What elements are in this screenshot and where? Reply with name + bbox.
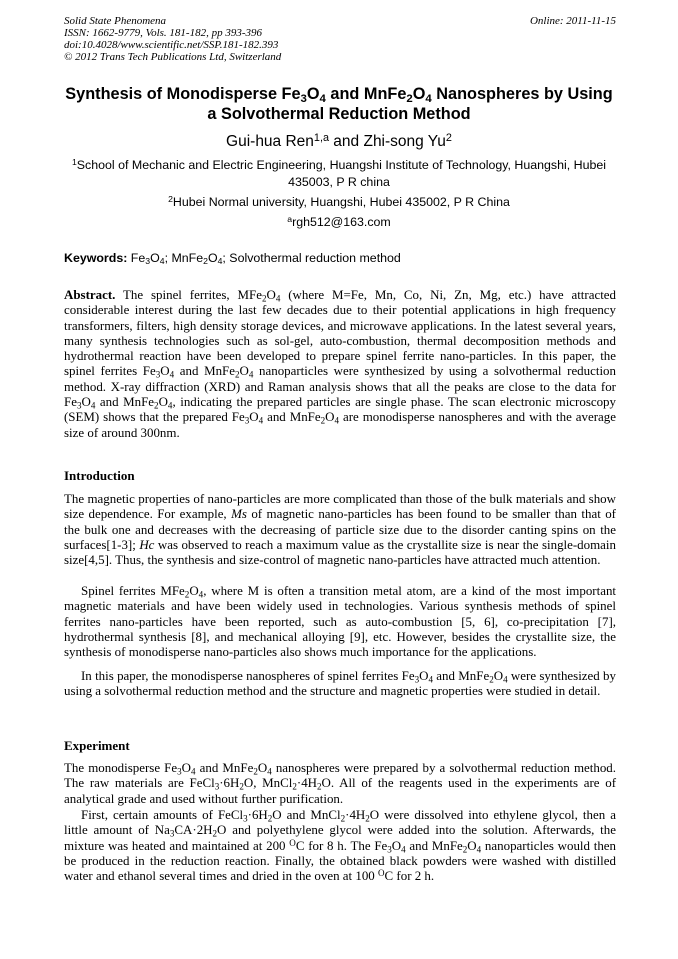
affiliation-2: $^2$Hubei Normal university, Huangshi, Hubei 435002, P R China <box>168 194 510 209</box>
journal-header <box>64 15 616 63</box>
experiment-paragraph-1: The monodisperse $Fe_3O_4$ and $MnFe_2O_4$ nanospheres were prepared by a solvothermal reduction method. The raw materials are $FeCl_3\cdot 6H_2O$, $MnCl_2\cdot 4H_2O$. All of the reagents used in the experiments are of analytical grade and used without further purification. <box>64 760 616 806</box>
experiment-heading: Experiment <box>64 738 130 753</box>
abstract: Abstract. The spinel ferrites, $MFe_2O_4$ (where M=Fe, Mn, Co, Ni, Zn, Mg, etc.) have attracted considerable interest during the last few decades due to their potential applications in high frequency transformers, filters, high density storage devices, and microwave applications. In the latest several years, many synthesis technologies such as sol-gel, auto-combustion, thermal decomposition methods and hydrothermal reaction have been developed to prepare spinel ferrite nano-particles. In this paper, the spinel ferrites $Fe_3O_4$ and $MnFe_2O_4$ nanoparticles were synthesized by using a solvothermal reduction method. X-ray diffraction (XRD) and Raman analysis shows that all the peaks are close to the data for $Fe_3O_4$ and $MnFe_2O_4$, indicating the prepared particles are single phase. The scan electronic microscopy (SEM) shows that the prepared $Fe_3O_4$ and $MnFe_2O_4$ are monodisperse nanospheres and with the average size of around 300nm. <box>64 287 617 440</box>
journal-name: Solid State Phenomena <box>64 15 167 27</box>
affiliation-1: $^1$School of Mechanic and Electric Engineering, Huangshi Institute of Technology, Huangshi, Hubei 435003, P R china <box>71 157 607 189</box>
copyright-line: © 2012 Trans Tech Publications Ltd, Switzerland <box>64 51 282 63</box>
keywords: Keywords: $Fe_3O_4$; $MnFe_2O_4$; Solvothermal reduction method <box>64 251 401 267</box>
abstract-label: Abstract. <box>64 287 116 302</box>
introduction-paragraph-1: The magnetic properties of nano-particles are more complicated than those of the bulk materials and show size dependence. For example, Ms of magnetic nano-particles has been found to be smaller than that of the bulk one and decreases with the decreasing of particle size due to the disorder canting spins on the surfaces[1-3]; Hc was observed to reach a maximum value as the crystallite size is near the single-domain size[4,5]. Thus, the synthesis and size-control of magnetic nano-particles have attracted much attention. <box>64 491 616 568</box>
introduction-paragraph-3: In this paper, the monodisperse nanospheres of spinel ferrites $Fe_3O_4$ and $MnFe_2O_4$ were synthesized by using a solvothermal reduction method and the structure and magnetic properties were studied in detail. <box>64 668 616 699</box>
experiment-paragraph-2: First, certain amounts of $FeCl_3\cdot 6H_2O$ and $MnCl_2\cdot 4H_2O$ were dissolved into ethylene glycol, then a little amount of $Na_3CA\cdot 2H_2O$ and polyethylene glycol were added into the solution. Afterwards, the mixture was heated and maintained at 200 $^O$C for 8 h. The $Fe_3O_4$ and $MnFe_2O_4$ nanoparticles would then be produced in the reduction reaction. Finally, the obtained black powders were washed with distilled water and ethanol several times and dried in the oven at 100 $^O$C for 2 h. <box>64 807 617 884</box>
doi-line: doi:10.4028/www.scientific.net/SSP.181-182.393 <box>64 39 279 51</box>
introduction-heading: Introduction <box>64 468 135 483</box>
author-email: $^a$rgh512@163.com <box>287 214 391 229</box>
paper-title: Synthesis of Monodisperse $Fe_3O_4$ and $MnFe_2O_4$ Nanospheres by Using a Solvothermal Reduction Method <box>65 85 613 123</box>
author-line: Gui-hua Ren$^{1,a}$ and Zhi-song Yu$^2$ <box>226 132 452 150</box>
online-date: Online: 2011-11-15 <box>529 15 616 27</box>
author-1: Gui-hua Ren <box>226 133 314 150</box>
introduction-paragraph-2: Spinel ferrites $MFe_2O_4$, where M is often a transition metal atom, are a kind of the most important magnetic materials and have been widely used in technologies. Various synthesis methods of spinel ferrites nano-particles have been reported, such as auto-combustion [5, 6], co-precipitation [7], hydrothermal synthesis [8], and mechanical alloying [9], etc. However, besides the crystallite size, the synthesis of monodisperse nano-particles also shows much importance for the applications. <box>64 583 617 660</box>
issn-line: ISSN: 1662-9779, Vols. 181-182, pp 393-396 <box>64 27 262 39</box>
keywords-label: Keywords: <box>64 251 128 265</box>
author-2: and Zhi-song Yu <box>329 133 446 150</box>
